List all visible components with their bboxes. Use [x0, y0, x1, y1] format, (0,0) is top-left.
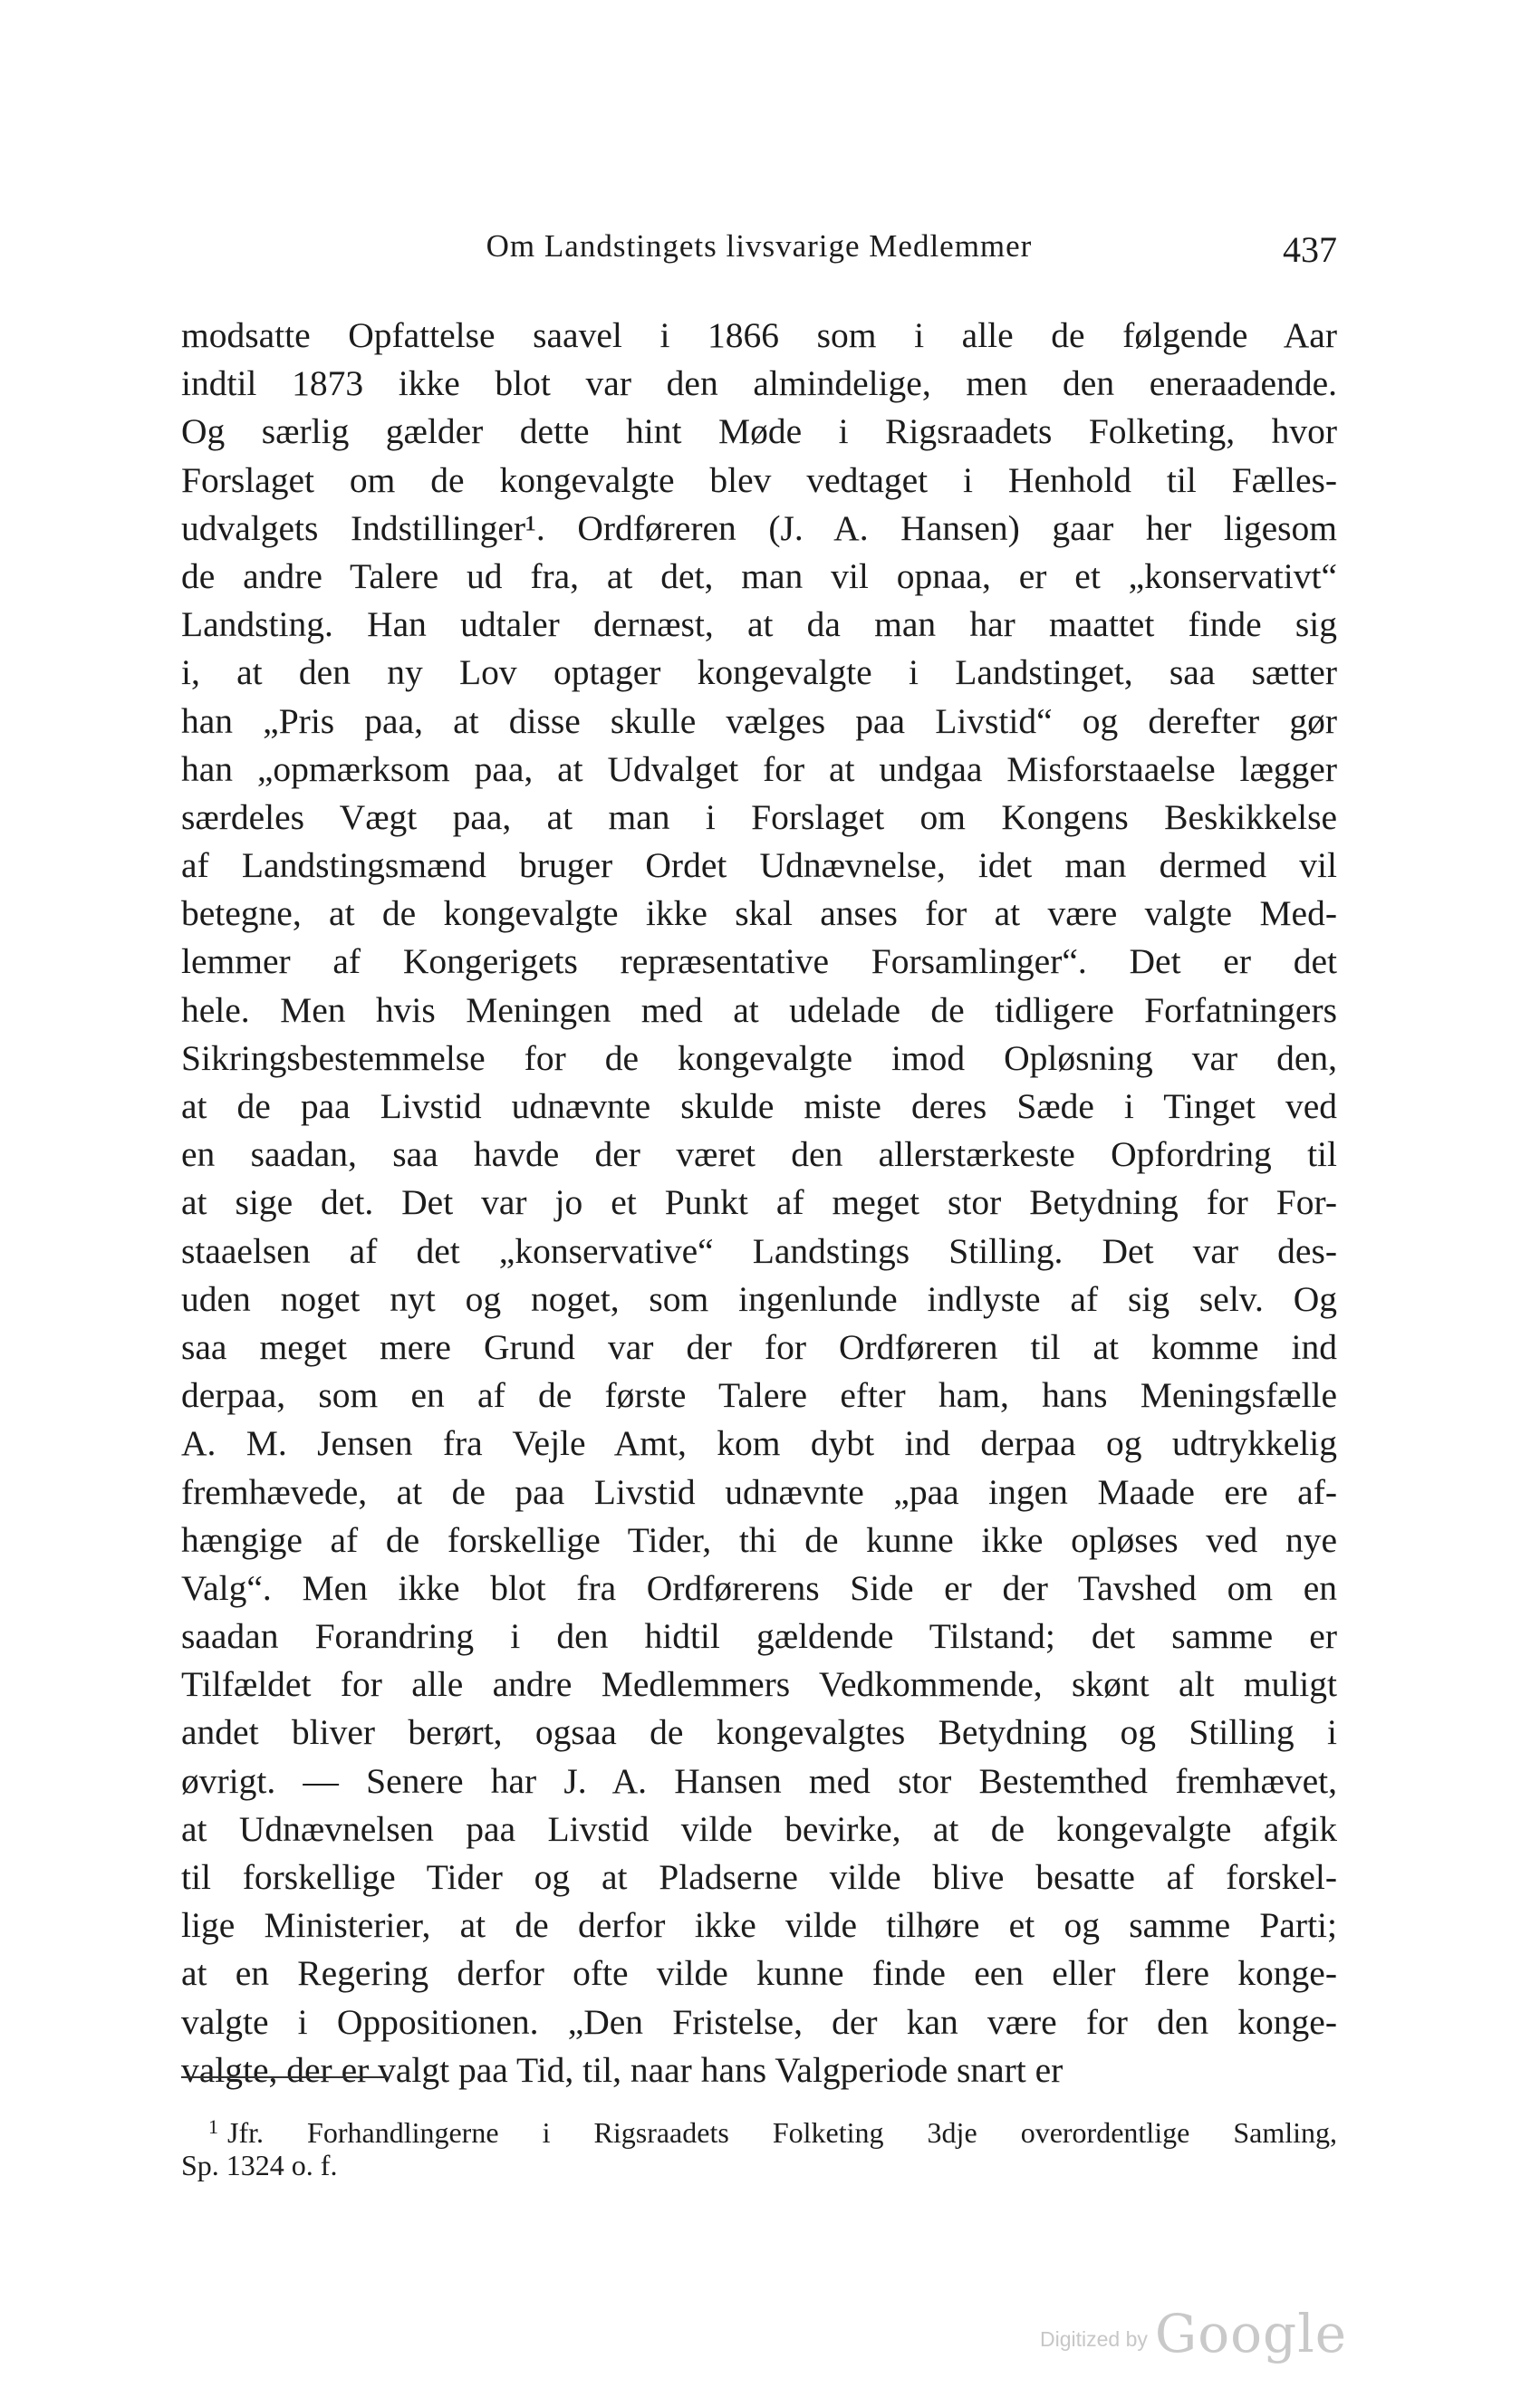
text-line: Og særlig gælder dette hint Møde i Rigsraadets Folketing, hvor [181, 411, 1337, 452]
text-line: Valg“. Men ikke blot fra Ordførerens Side er der Tavshed om en [181, 1567, 1337, 1608]
running-title: Om Landstingets livsvarige Medlemmer [486, 228, 1033, 264]
text-line: udvalgets Indstillinger¹. Ordføreren (J. A. Hansen) gaar her ligesom [181, 507, 1337, 548]
text-line: hele. Men hvis Meningen med at udelade de tidligere Forfatningers [181, 989, 1337, 1030]
text-line: modsatte Opfattelse saavel i 1866 som i alle de følgende Aar [181, 315, 1337, 355]
text-line: saa meget mere Grund var der for Ordføreren til at komme ind [181, 1326, 1337, 1367]
text-line: indtil 1873 ikke blot var den almindelige, men den eneraadende. [181, 363, 1337, 404]
text-line: at en Regering derfor ofte vilde kunne finde een eller flere konge- [181, 1953, 1337, 1994]
text-line: uden noget nyt og noget, som ingenlunde indlyste af sig selv. Og [181, 1278, 1337, 1319]
text-line: han „Pris paa, at disse skulle vælges paa Livstid“ og derefter gør [181, 700, 1337, 741]
text-line: af Landstingsmænd bruger Ordet Udnævnelse, idet man dermed vil [181, 845, 1337, 886]
google-logo: Google [1154, 2303, 1348, 2364]
text-line: at Udnævnelsen paa Livstid vilde bevirke, at de kongevalgte afgik [181, 1808, 1337, 1849]
text-line: valgte i Oppositionen. „Den Fristelse, der kan være for den konge- [181, 2001, 1337, 2042]
footnote-separator [181, 2076, 388, 2078]
text-line: de andre Talere ud fra, at det, man vil opnaa, er et „konservativt“ [181, 555, 1337, 596]
text-line: Sikringsbestemmelse for de kongevalgte imod Opløsning var den, [181, 1037, 1337, 1078]
text-line: at sige det. Det var jo et Punkt af meget stor Betydning for For- [181, 1182, 1337, 1223]
footnotes [181, 2107, 1337, 2185]
text-line: saadan Forandring i den hidtil gældende Tilstand; det samme er [181, 1616, 1337, 1657]
footnote-text: Jfr. Forhandlingerne i Rigsraadets Folketing 3dje overordentlige Samling, [227, 2116, 1337, 2149]
text-line: øvrigt. — Senere har J. A. Hansen med stor Bestemthed fremhævet, [181, 1760, 1337, 1801]
text-line: Forslaget om de kongevalgte blev vedtaget i Henhold til Fælles- [181, 459, 1337, 500]
running-header [181, 228, 1337, 274]
watermark-prefix: Digitized by [1040, 2327, 1148, 2351]
text-line: i, at den ny Lov optager kongevalgte i Landstinget, saa sætter [181, 652, 1337, 693]
text-line: derpaa, som en af de første Talere efter ham, hans Meningsfælle [181, 1375, 1337, 1416]
text-line: særdeles Vægt paa, at man i Forslaget om Kongens Beskikkelse [181, 796, 1337, 837]
text-line: Landsting. Han udtaler dernæst, at da man har maattet finde sig [181, 604, 1337, 645]
text-line: at de paa Livstid udnævnte skulde miste deres Sæde i Tinget ved [181, 1086, 1337, 1126]
body-text [181, 312, 1337, 2094]
digitized-watermark [1040, 2303, 1366, 2366]
text-line: betegne, at de kongevalgte ikke skal anses for at være valgte Med- [181, 893, 1337, 934]
text-line: lige Ministerier, at de derfor ikke vilde tilhøre et og samme Parti; [181, 1905, 1337, 1946]
text-line: en saadan, saa havde der været den allerstærkeste Opfordring til [181, 1134, 1337, 1175]
text-line: til forskellige Tider og at Pladserne vilde blive besatte af forskel- [181, 1857, 1337, 1897]
footnote-line: Sp. 1324 o. f. [181, 2149, 338, 2181]
text-line: hængige af de forskellige Tider, thi de kunne ikke opløses ved nye [181, 1519, 1337, 1560]
footnote-line [181, 2107, 1337, 2149]
text-line: fremhævede, at de paa Livstid udnævnte „paa ingen Maade ere af- [181, 1471, 1337, 1512]
text-line: valgte, der er valgt paa Tid, til, naar hans Valgperiode snart er [181, 2049, 1064, 2090]
page-number: 437 [1283, 229, 1337, 270]
text-line: han „opmærksom paa, at Udvalget for at undgaa Misforstaaelse lægger [181, 748, 1337, 789]
text-line: staaelsen af det „konservative“ Landstings Stilling. Det var des- [181, 1230, 1337, 1271]
text-line: andet bliver berørt, ogsaa de kongevalgtes Betydning og Stilling i [181, 1712, 1337, 1753]
text-line: Tilfældet for alle andre Medlemmers Vedkommende, skønt alt muligt [181, 1664, 1337, 1705]
text-line: A. M. Jensen fra Vejle Amt, kom dybt ind derpaa og udtrykkelig [181, 1423, 1337, 1464]
footnote-marker: 1 [208, 2115, 218, 2138]
text-line: lemmer af Kongerigets repræsentative Forsamlinger“. Det er det [181, 941, 1337, 982]
